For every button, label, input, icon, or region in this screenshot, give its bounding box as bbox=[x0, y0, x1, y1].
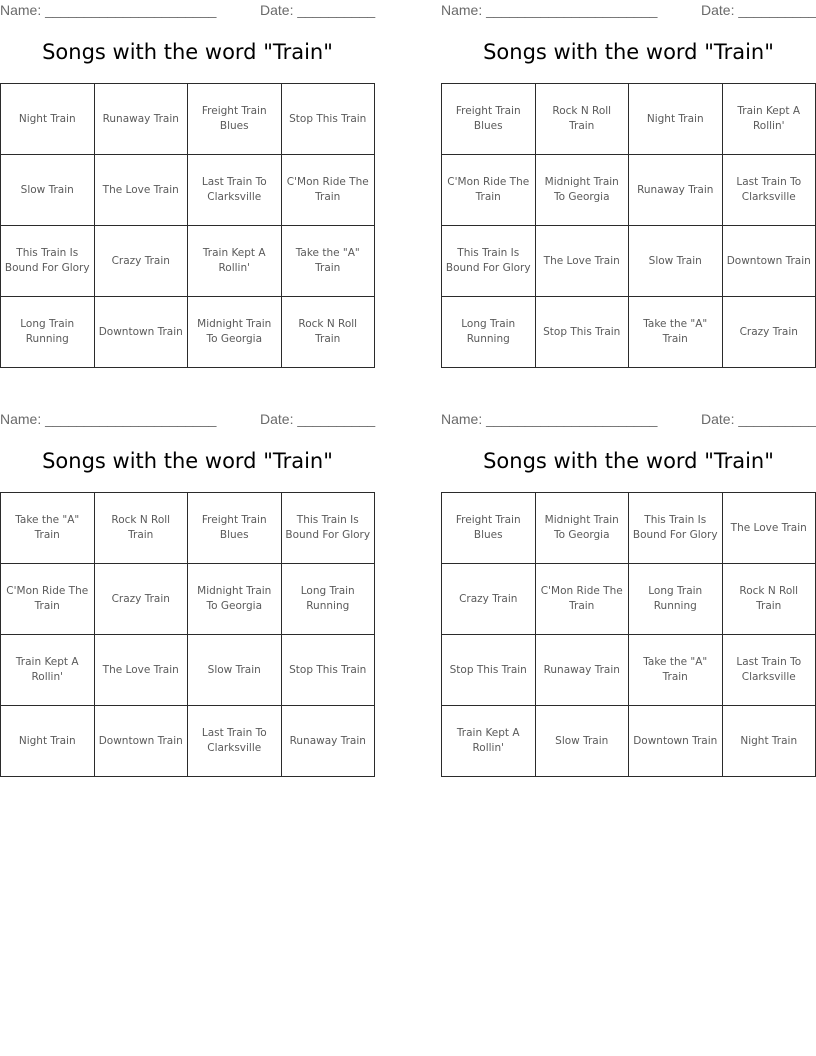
grid-cell: Last Train To Clarksville bbox=[722, 635, 816, 706]
grid-row bbox=[1, 635, 375, 706]
grid-row bbox=[442, 155, 816, 226]
grid-row bbox=[1, 564, 375, 635]
bingo-card-1 bbox=[0, 0, 376, 345]
bingo-grid bbox=[0, 492, 375, 777]
grid-cell: C'Mon Ride The Train bbox=[281, 155, 375, 226]
grid-cell: Downtown Train bbox=[722, 226, 816, 297]
grid-cell: Crazy Train bbox=[94, 226, 188, 297]
card-title: Songs with the word "Train" bbox=[483, 40, 774, 64]
grid-row bbox=[1, 706, 375, 777]
grid-cell: C'Mon Ride The Train bbox=[442, 155, 536, 226]
grid-cell: Long Train Running bbox=[442, 297, 536, 368]
grid-cell: Stop This Train bbox=[281, 84, 375, 155]
card-title: Songs with the word "Train" bbox=[483, 449, 774, 473]
grid-cell: Runaway Train bbox=[629, 155, 723, 226]
grid-row bbox=[442, 493, 816, 564]
grid-row bbox=[1, 155, 375, 226]
grid-cell: Slow Train bbox=[1, 155, 95, 226]
grid-cell: Last Train To Clarksville bbox=[188, 155, 282, 226]
grid-row bbox=[442, 706, 816, 777]
grid-cell: Rock N Roll Train bbox=[535, 84, 629, 155]
card-title: Songs with the word "Train" bbox=[42, 449, 333, 473]
bingo-grid bbox=[441, 492, 816, 777]
grid-cell: Night Train bbox=[1, 84, 95, 155]
grid-cell: This Train Is Bound For Glory bbox=[1, 226, 95, 297]
grid-row bbox=[1, 297, 375, 368]
grid-cell: The Love Train bbox=[94, 635, 188, 706]
grid-cell: Take the "A" Train bbox=[281, 226, 375, 297]
grid-cell: The Love Train bbox=[722, 493, 816, 564]
bingo-card-4 bbox=[441, 409, 816, 754]
grid-cell: Train Kept A Rollin' bbox=[722, 84, 816, 155]
grid-cell: Runaway Train bbox=[535, 635, 629, 706]
grid-cell: Slow Train bbox=[188, 635, 282, 706]
grid-cell: Train Kept A Rollin' bbox=[442, 706, 536, 777]
bingo-card-3 bbox=[0, 409, 376, 754]
grid-cell: Stop This Train bbox=[281, 635, 375, 706]
grid-cell: Take the "A" Train bbox=[1, 493, 95, 564]
grid-cell: Stop This Train bbox=[535, 297, 629, 368]
grid-cell: Night Train bbox=[722, 706, 816, 777]
grid-cell: Last Train To Clarksville bbox=[188, 706, 282, 777]
grid-cell: Midnight Train To Georgia bbox=[535, 493, 629, 564]
grid-cell: Runaway Train bbox=[281, 706, 375, 777]
grid-row bbox=[442, 84, 816, 155]
grid-cell: Slow Train bbox=[629, 226, 723, 297]
grid-cell: Slow Train bbox=[535, 706, 629, 777]
grid-cell: Freight Train Blues bbox=[442, 84, 536, 155]
name-field: Name: ______________________ bbox=[0, 2, 217, 18]
grid-cell: C'Mon Ride The Train bbox=[1, 564, 95, 635]
date-field: Date: __________ bbox=[701, 411, 816, 427]
grid-cell: Runaway Train bbox=[94, 84, 188, 155]
grid-cell: Midnight Train To Georgia bbox=[535, 155, 629, 226]
bingo-card-2 bbox=[441, 0, 816, 345]
grid-cell: Train Kept A Rollin' bbox=[1, 635, 95, 706]
grid-cell: Freight Train Blues bbox=[442, 493, 536, 564]
grid-row bbox=[442, 635, 816, 706]
grid-cell: Train Kept A Rollin' bbox=[188, 226, 282, 297]
grid-cell: Last Train To Clarksville bbox=[722, 155, 816, 226]
grid-cell: This Train Is Bound For Glory bbox=[442, 226, 536, 297]
name-field: Name: ______________________ bbox=[441, 2, 658, 18]
name-date-row bbox=[441, 409, 816, 431]
grid-cell: Take the "A" Train bbox=[629, 635, 723, 706]
grid-cell: Downtown Train bbox=[94, 706, 188, 777]
date-field: Date: __________ bbox=[260, 411, 376, 427]
grid-cell: Downtown Train bbox=[94, 297, 188, 368]
grid-cell: Crazy Train bbox=[722, 297, 816, 368]
grid-cell: Crazy Train bbox=[442, 564, 536, 635]
grid-cell: Long Train Running bbox=[1, 297, 95, 368]
grid-cell: This Train Is Bound For Glory bbox=[629, 493, 723, 564]
grid-cell: The Love Train bbox=[535, 226, 629, 297]
bingo-grid bbox=[441, 83, 816, 368]
grid-cell: Long Train Running bbox=[281, 564, 375, 635]
grid-cell: Rock N Roll Train bbox=[281, 297, 375, 368]
grid-row bbox=[442, 297, 816, 368]
name-field: Name: ______________________ bbox=[0, 411, 217, 427]
name-date-row bbox=[0, 409, 375, 431]
name-date-row bbox=[0, 0, 375, 22]
grid-cell: Freight Train Blues bbox=[188, 84, 282, 155]
date-field: Date: __________ bbox=[260, 2, 376, 18]
grid-row bbox=[442, 564, 816, 635]
name-date-row bbox=[441, 0, 816, 22]
grid-cell: Midnight Train To Georgia bbox=[188, 564, 282, 635]
grid-cell: Rock N Roll Train bbox=[94, 493, 188, 564]
grid-row bbox=[1, 84, 375, 155]
name-field: Name: ______________________ bbox=[441, 411, 658, 427]
date-field: Date: __________ bbox=[701, 2, 816, 18]
bingo-grid bbox=[0, 83, 375, 368]
grid-cell: Crazy Train bbox=[94, 564, 188, 635]
grid-cell: The Love Train bbox=[94, 155, 188, 226]
grid-row bbox=[442, 226, 816, 297]
grid-cell: This Train Is Bound For Glory bbox=[281, 493, 375, 564]
card-title: Songs with the word "Train" bbox=[42, 40, 333, 64]
grid-row bbox=[1, 226, 375, 297]
grid-cell: Long Train Running bbox=[629, 564, 723, 635]
grid-cell: Rock N Roll Train bbox=[722, 564, 816, 635]
grid-cell: C'Mon Ride The Train bbox=[535, 564, 629, 635]
grid-cell: Take the "A" Train bbox=[629, 297, 723, 368]
grid-cell: Night Train bbox=[629, 84, 723, 155]
grid-cell: Freight Train Blues bbox=[188, 493, 282, 564]
grid-cell: Stop This Train bbox=[442, 635, 536, 706]
grid-cell: Night Train bbox=[1, 706, 95, 777]
grid-row bbox=[1, 493, 375, 564]
grid-cell: Downtown Train bbox=[629, 706, 723, 777]
grid-cell: Midnight Train To Georgia bbox=[188, 297, 282, 368]
